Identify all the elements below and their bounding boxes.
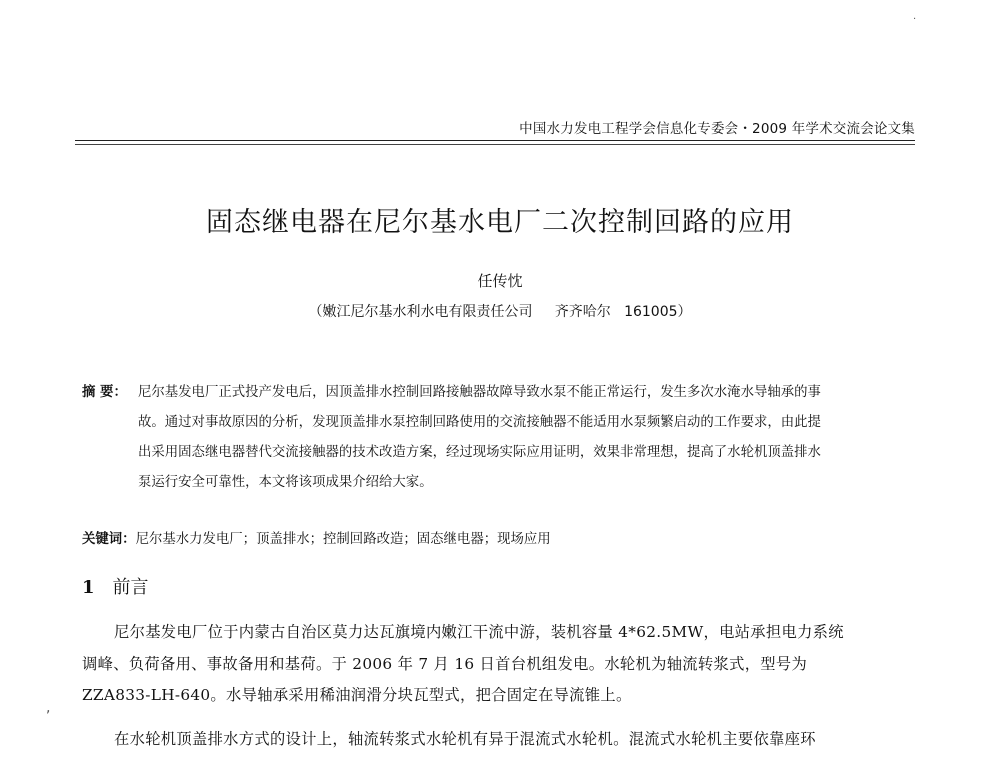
paragraph-line: 在水轮机顶盖排水方式的设计上，轴流转浆式水轮机有异于混流式水轮机。混流式水轮机主要依靠座环 xyxy=(114,729,816,748)
section-number: 1 xyxy=(82,577,95,598)
paragraph-line: 调峰、负荷备用、事故备用和基荷。于 2006 年 7 月 16 日首台机组发电。水轮机为轴流转浆式，型号为 xyxy=(82,654,808,673)
body-text xyxy=(82,617,922,755)
abstract-line xyxy=(82,378,922,408)
running-header: 中国水力发电工程学会信息化专委会・2009 年学术交流会论文集 xyxy=(519,121,915,137)
affiliation: （嫩江尼尔基水利水电有限责任公司 齐齐哈尔 161005） xyxy=(308,304,692,320)
section-heading xyxy=(82,573,149,599)
header-rule xyxy=(75,140,915,141)
keywords-text: 尼尔基水力发电厂；顶盖排水；控制回路改造；固态继电器；现场应用 xyxy=(135,532,551,547)
abstract-text: 尼尔基发电厂正式投产发电后，因顶盖排水控制回路接触器故障导致水泵不能正常运行，发生多次水淹水导轴承的事 xyxy=(138,385,821,400)
keywords xyxy=(82,528,922,547)
abstract-line: 泵运行安全可靠性，本文将该项成果介绍给大家。 xyxy=(138,475,433,490)
abstract-line: 故。通过对事故原因的分析，发现顶盖排水泵控制回路使用的交流接触器不能适用水泵频繁启动的工作要求，由此提 xyxy=(138,415,821,430)
header-rule-thin xyxy=(75,144,915,145)
paragraph-line: ZZA833-LH-640。水导轴承采用稀油润滑分块瓦型式，把合固定在导流锥上。 xyxy=(82,686,632,704)
scan-speck: , xyxy=(46,700,51,716)
keywords-label: 关键词： xyxy=(82,532,136,547)
author: 任传忱 xyxy=(477,272,523,290)
section-title: 前言 xyxy=(112,577,149,598)
abstract xyxy=(82,378,922,498)
paragraph-line: 尼尔基发电厂位于内蒙古自治区莫力达瓦旗境内嫩江干流中游，装机容量 4*62.5MW，电站承担电力系统 xyxy=(114,623,844,641)
paper-title: 固态继电器在尼尔基水电厂二次控制回路的应用 xyxy=(206,207,794,238)
abstract-label: 摘 要： xyxy=(82,385,127,400)
scan-speck: · xyxy=(913,14,917,25)
abstract-line: 出采用固态继电器替代交流接触器的技术改造方案，经过现场实际应用证明，效果非常理想，提高了水轮机顶盖排水 xyxy=(138,445,821,460)
